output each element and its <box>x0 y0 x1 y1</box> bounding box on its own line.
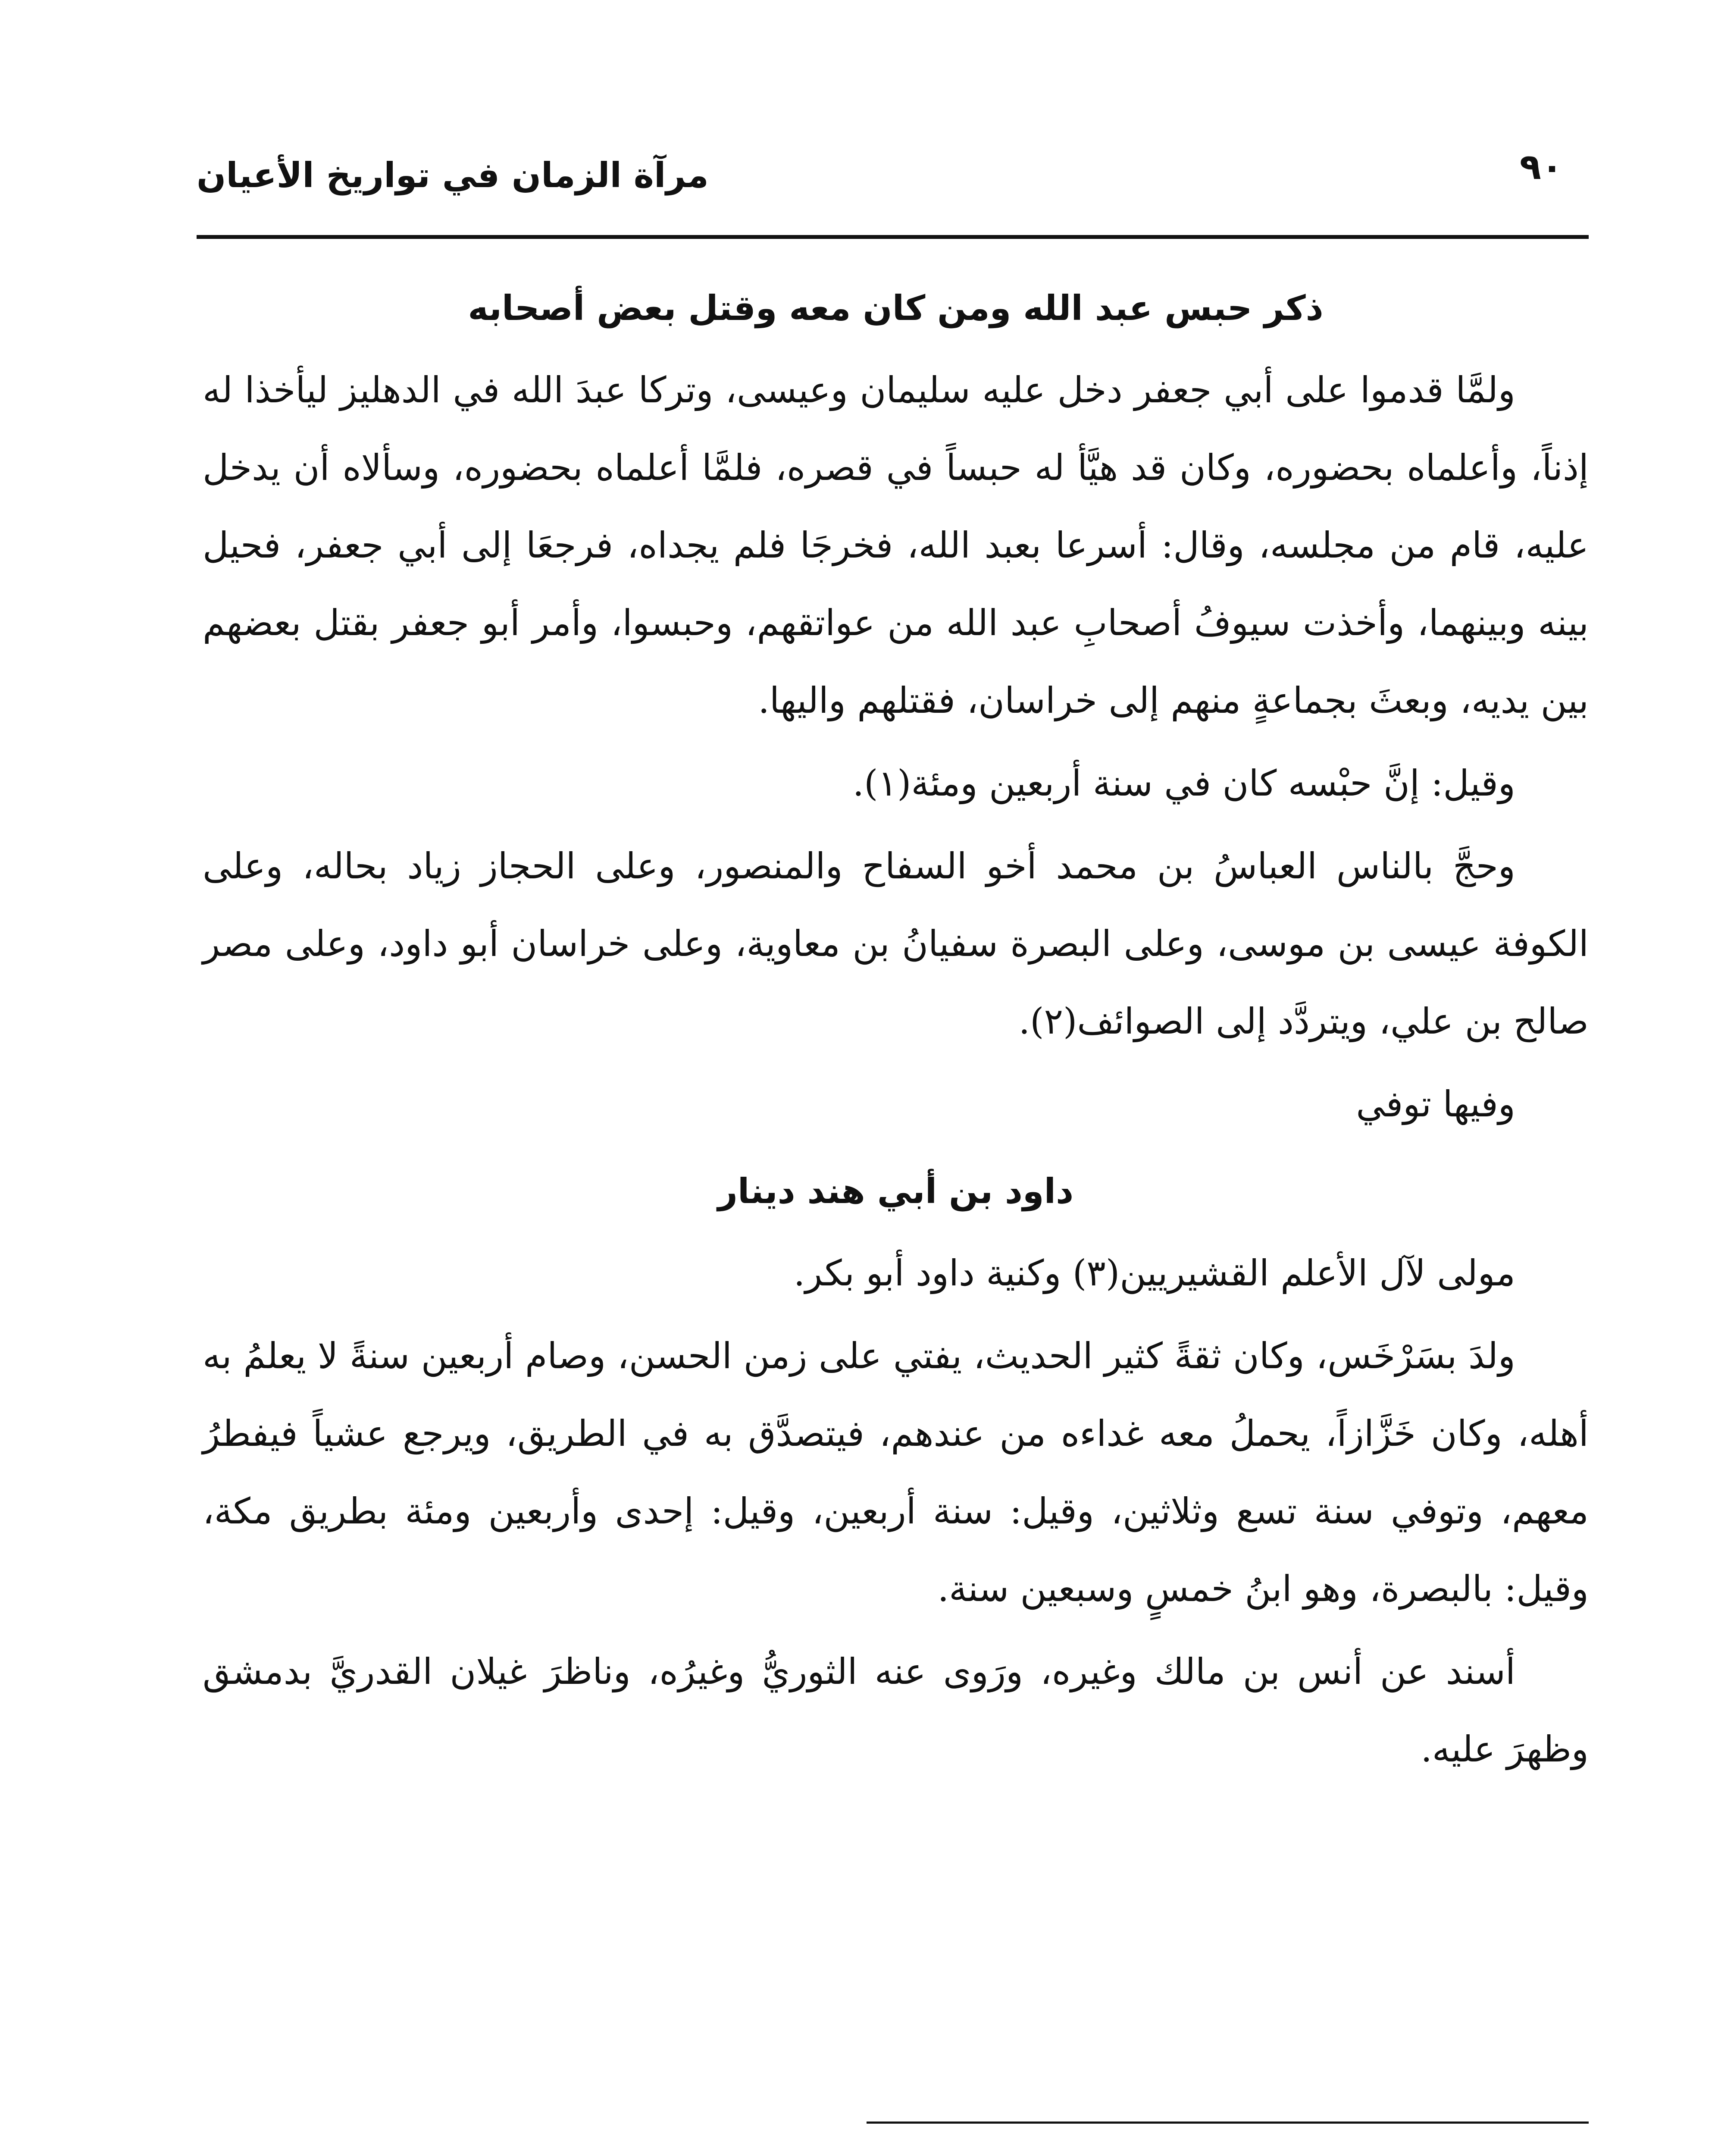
paragraph: وقيل: إنَّ حبْسه كان في سنة أربعين ومئة(١). <box>852 762 1515 804</box>
running-header <box>197 142 1589 207</box>
book-title: مرآة الزمان في تواريخ الأعيان <box>197 155 709 195</box>
paragraph: ولمَّا قدموا على أبي جعفر دخل عليه سليمان وعيسى، وتركا عبدَ الله في الدهليز ليأخذا له إذناً، وأعلماه بحضوره، وكان قد هيَّأ له حبساً في قصره، فلمَّا أعلماه بحضوره، وسألاه أن يدخل عليه، قام من مجلسه، وقال: أسرعا بعبد الله، فخرجَا فلم يجداه، فرجعَا إلى أبي جعفر، فحيل بينه وبينهما، وأخذت سيوفُ أصحابِ عبد الله من عواتقهم، وحبسوا، وأمر أبو جعفر بقتل بعضهم بين يديه، وبعثَ بجماعةٍ منهم إلى خراسان، فقتلهم واليها. <box>203 369 1589 721</box>
paragraph: مولى لآل الأعلم القشيريين(٣) وكنية داود أبو بكر. <box>793 1252 1515 1294</box>
section-heading-imprisonment: ذكر حبس عبد الله ومن كان معه وقتل بعض أصحابه <box>468 288 1324 328</box>
paragraph: أسند عن أنس بن مالك وغيره، ورَوى عنه الثوريُّ وغيرُه، وناظرَ غيلان القدريَّ بدمشق وظهرَ عليه. <box>203 1651 1589 1770</box>
paragraph: ولدَ بسَرْخَس، وكان ثقةً كثير الحديث، يفتي على زمن الحسن، وصام أربعين سنةً لا يعلمُ به أهله، وكان خَزَّازاً، يحملُ معه غداءه من عندهم، فيتصدَّق به في الطريق، ويرجع عشياً فيفطرُ معهم، وتوفي سنة تسع وثلاثين، وقيل: سنة أربعين، وقيل: إحدى وأربعين ومئة بطريق مكة، وقيل: بالبصرة، وهو ابنُ خمسٍ وسبعين سنة. <box>203 1335 1589 1610</box>
header-divider <box>197 235 1589 239</box>
main-text <box>203 265 1589 1793</box>
section-heading-biography: داود بن أبي هند دينار <box>717 1171 1074 1211</box>
footnote-divider <box>867 2122 1589 2124</box>
paragraph: وفيها توفي <box>1356 1083 1515 1125</box>
paragraph: وحجَّ بالناس العباسُ بن محمد أخو السفاح والمنصور، وعلى الحجاز زياد بحاله، وعلى الكوفة عيسى بن موسى، وعلى البصرة سفيانُ بن معاوية، وعلى خراسان أبو داود، وعلى مصر صالح بن علي، ويتردَّد إلى الصوائف(٢). <box>203 845 1589 1042</box>
page-number: ٩٠ <box>1519 147 1563 188</box>
